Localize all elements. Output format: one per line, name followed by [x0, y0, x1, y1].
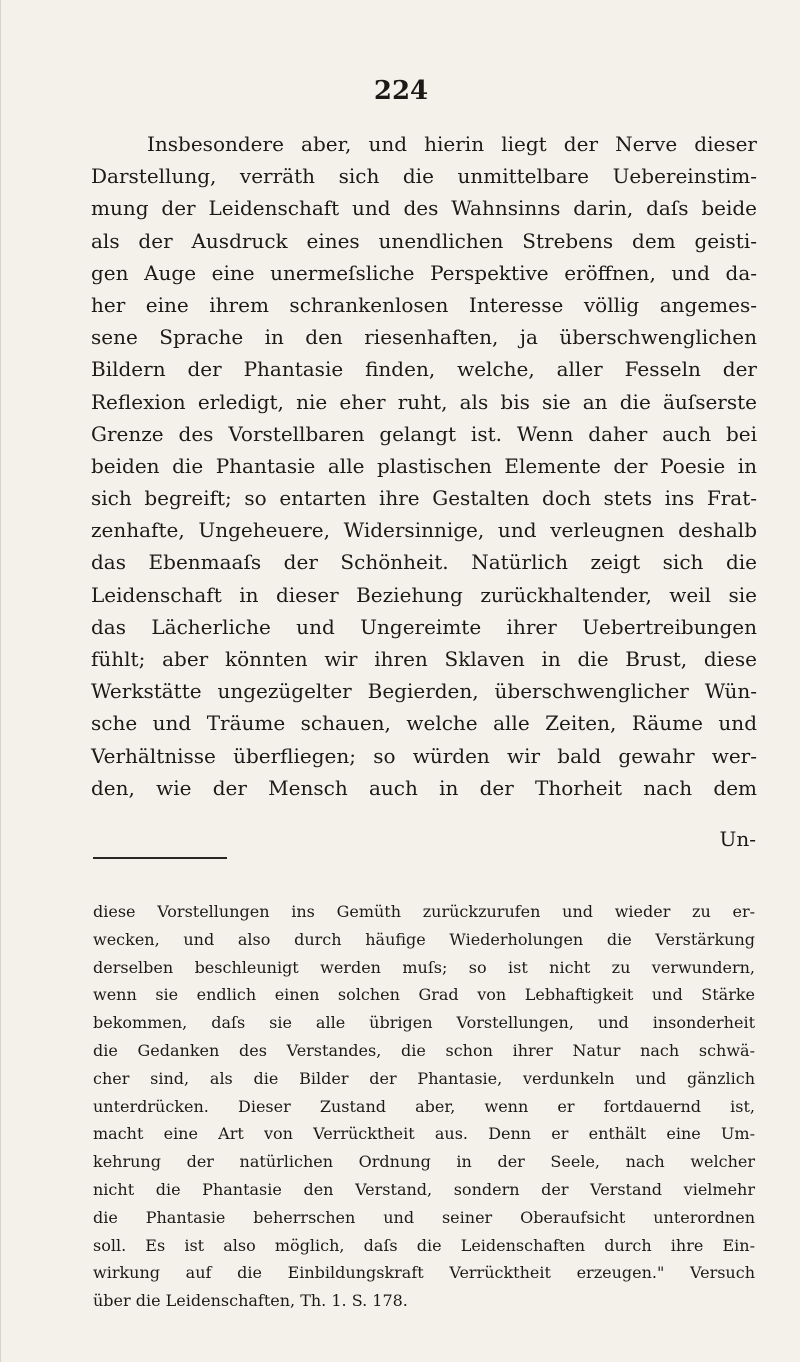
main-text-block: [91, 128, 757, 804]
text-line: her eine ihrem schrankenlosen Interesse völlig angemes-: [91, 292, 757, 317]
footnote-line: soll. Es ist also möglich, daſs die Leidenschaften durch ihre Ein-: [93, 1235, 755, 1255]
footnote-line: wecken, und also durch häufige Wiederholungen die Verstärkung: [93, 929, 755, 949]
footnote-line: kehrung der natürlichen Ordnung in der Seele, nach welcher: [93, 1152, 755, 1172]
footnote-line: derselben beschleunigt werden muſs; so ist nicht zu verwundern,: [93, 957, 755, 977]
text-line: als der Ausdruck eines unendlichen Strebens dem geisti-: [91, 228, 757, 253]
page-number: 224: [373, 76, 429, 106]
footnote-block: [93, 898, 755, 1315]
text-line: Reflexion erledigt, nie eher ruht, als bis sie an die äuſserste: [91, 389, 757, 414]
text-line: Werkstätte ungezügelter Begierden, überschwenglicher Wün-: [91, 679, 757, 704]
text-line: sene Sprache in den riesenhaften, ja überschwenglichen: [91, 325, 757, 350]
text-line: fühlt; aber könnten wir ihren Sklaven in die Brust, diese: [91, 647, 757, 671]
footnote-line: nicht die Phantasie den Verstand, sondern der Verstand vielmehr: [93, 1179, 755, 1199]
text-line: das Lächerliche und Ungereimte ihrer Uebertreibungen: [91, 614, 757, 639]
footnote-line: die Phantasie beherrschen und seiner Oberaufsicht unterordnen: [93, 1207, 755, 1227]
text-line: zenhafte, Ungeheuere, Widersinnige, und verleugnen deshalb: [91, 518, 757, 543]
text-line: mung der Leidenschaft und des Wahnsinns darin, daſs beide: [91, 196, 757, 221]
text-line: Leidenschaft in dieser Beziehung zurückhaltender, weil sie: [91, 582, 757, 607]
footnote-line: die Gedanken des Verstandes, die schon ihrer Natur nach schwä-: [93, 1040, 755, 1060]
catchword: Un-: [719, 827, 756, 851]
footnote-line: bekommen, daſs sie alle übrigen Vorstellungen, und insonderheit: [93, 1013, 755, 1033]
text-line: beiden die Phantasie alle plastischen Elemente der Poesie in: [91, 453, 757, 478]
footnote-line: unterdrücken. Dieser Zustand aber, wenn er fortdauernd ist,: [93, 1096, 755, 1116]
footnote-line: diese Vorstellungen ins Gemüth zurückzurufen und wieder zu er-: [93, 902, 755, 921]
text-line: sche und Träume schauen, welche alle Zeiten, Räume und: [91, 711, 757, 736]
text-line: Grenze des Vorstellbaren gelangt ist. Wenn daher auch bei: [91, 421, 757, 446]
footnote-line: wenn sie endlich einen solchen Grad von Lebhaftigkeit und Stärke: [93, 985, 755, 1005]
text-line: Verhältnisse überfliegen; so würden wir bald gewahr wer-: [91, 743, 757, 768]
text-line: den, wie der Mensch auch in der Thorheit nach dem: [91, 775, 757, 800]
footnote-line: über die Leidenschaften, Th. 1. S. 178.: [93, 1291, 408, 1311]
text-line: Darstellung, verräth sich die unmittelbare Uebereinstim-: [91, 164, 757, 189]
text-line: das Ebenmaaſs der Schönheit. Natürlich zeigt sich die: [91, 550, 757, 575]
text-line: gen Auge eine unermeſsliche Perspektive eröffnen, und da-: [91, 260, 757, 285]
text-line: sich begreift; so entarten ihre Gestalten doch stets ins Frat-: [91, 486, 757, 511]
text-line: Bildern der Phantasie finden, welche, aller Fesseln der: [91, 357, 757, 382]
text-line: Insbesondere aber, und hierin liegt der Nerve dieser: [147, 132, 757, 156]
footnote-divider: [93, 857, 227, 859]
footnote-line: wirkung auf die Einbildungskraft Verrücktheit erzeugen." Versuch: [93, 1263, 755, 1283]
footnote-line: cher sind, als die Bilder der Phantasie, verdunkeln und gänzlich: [93, 1068, 755, 1088]
footnote-line: macht eine Art von Verrücktheit aus. Denn er enthält eine Um-: [93, 1124, 755, 1144]
